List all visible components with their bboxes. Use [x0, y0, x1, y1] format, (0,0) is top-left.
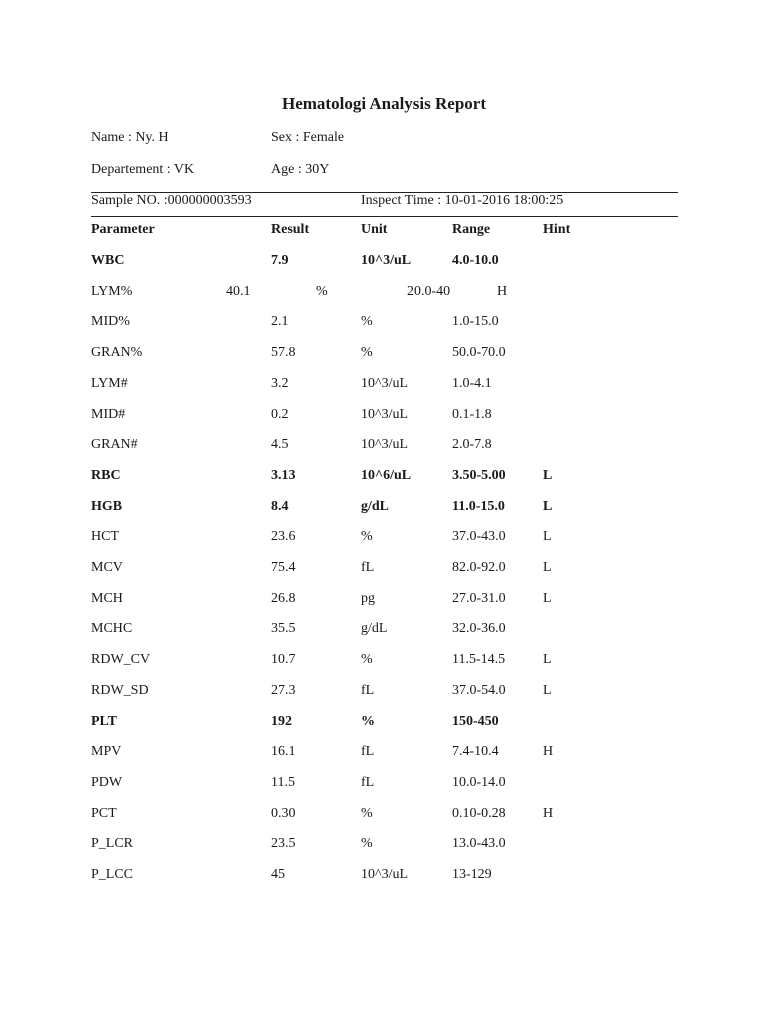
cell-parameter: MPV — [91, 744, 122, 759]
cell-parameter: P_LCR — [91, 836, 134, 851]
header-unit: Unit — [361, 222, 388, 237]
cell-result: 3.2 — [271, 376, 289, 391]
table-row — [0, 806, 768, 826]
table-row — [0, 284, 768, 304]
cell-hint: L — [543, 652, 552, 667]
cell-unit: g/dL — [361, 499, 390, 514]
cell-parameter: LYM% — [91, 284, 133, 299]
cell-hint: H — [543, 806, 554, 821]
cell-parameter: HGB — [91, 499, 123, 514]
cell-range: 3.50-5.00 — [452, 468, 506, 483]
cell-result: 10.7 — [271, 652, 296, 667]
cell-range: 7.4-10.4 — [452, 744, 499, 759]
cell-unit: 10^3/uL — [361, 867, 409, 882]
cell-unit: 10^6/uL — [361, 468, 412, 483]
cell-parameter: PLT — [91, 714, 117, 729]
cell-parameter: GRAN% — [91, 345, 143, 360]
cell-range: 20.0-40 — [407, 284, 451, 299]
cell-result: 4.5 — [271, 437, 289, 452]
cell-result: 192 — [271, 714, 292, 729]
cell-unit: fL — [361, 775, 375, 790]
patient-sex: Sex : Female — [271, 130, 345, 145]
cell-result: 27.3 — [271, 683, 296, 698]
header-hint: Hint — [543, 222, 571, 237]
cell-range: 11.5-14.5 — [452, 652, 506, 667]
cell-range: 2.0-7.8 — [452, 437, 492, 452]
cell-range: 1.0-4.1 — [452, 376, 492, 391]
cell-parameter: MID# — [91, 407, 126, 422]
table-row — [0, 744, 768, 764]
cell-unit: % — [361, 714, 375, 729]
cell-result: 8.4 — [271, 499, 289, 514]
table-row — [0, 652, 768, 672]
patient-age: Age : 30Y — [271, 162, 330, 177]
cell-unit: g/dL — [361, 621, 388, 636]
cell-unit: 10^3/uL — [361, 407, 409, 422]
cell-hint: L — [543, 468, 553, 483]
cell-range: 4.0-10.0 — [452, 253, 499, 268]
cell-result: 57.8 — [271, 345, 296, 360]
cell-unit: fL — [361, 744, 375, 759]
table-row — [0, 714, 768, 734]
cell-range: 27.0-31.0 — [452, 591, 506, 606]
report-title: Hematologi Analysis Report — [282, 94, 486, 113]
table-row — [0, 529, 768, 549]
cell-unit: % — [361, 314, 373, 329]
cell-unit: 10^3/uL — [361, 253, 412, 268]
cell-range: 13.0-43.0 — [452, 836, 506, 851]
header-parameter: Parameter — [91, 222, 155, 237]
cell-unit: 10^3/uL — [361, 437, 409, 452]
header-result: Result — [271, 222, 310, 237]
table-row — [0, 683, 768, 703]
table-row — [0, 867, 768, 887]
cell-result: 75.4 — [271, 560, 296, 575]
cell-result: 2.1 — [271, 314, 289, 329]
cell-parameter: RBC — [91, 468, 121, 483]
cell-unit: % — [361, 529, 373, 544]
table-row — [0, 376, 768, 396]
cell-result: 26.8 — [271, 591, 296, 606]
cell-hint: H — [497, 284, 508, 299]
cell-range: 0.10-0.28 — [452, 806, 506, 821]
table-row — [0, 407, 768, 427]
cell-parameter: RDW_SD — [91, 683, 149, 698]
cell-unit: fL — [361, 560, 375, 575]
cell-unit: % — [361, 345, 373, 360]
cell-range: 50.0-70.0 — [452, 345, 506, 360]
cell-result: 16.1 — [271, 744, 296, 759]
cell-parameter: HCT — [91, 529, 119, 544]
cell-result: 11.5 — [271, 775, 295, 790]
table-header — [0, 222, 768, 242]
cell-range: 32.0-36.0 — [452, 621, 506, 636]
cell-unit: % — [316, 284, 328, 299]
table-row — [0, 468, 768, 488]
cell-parameter: PCT — [91, 806, 117, 821]
cell-range: 1.0-15.0 — [452, 314, 499, 329]
cell-parameter: PDW — [91, 775, 123, 790]
cell-unit: 10^3/uL — [361, 376, 409, 391]
header-range: Range — [452, 222, 491, 237]
cell-result: 23.6 — [271, 529, 296, 544]
cell-range: 37.0-43.0 — [452, 529, 506, 544]
cell-result: 23.5 — [271, 836, 296, 851]
table-row — [0, 836, 768, 856]
table-row — [0, 437, 768, 457]
cell-unit: % — [361, 652, 373, 667]
cell-result: 40.1 — [226, 284, 251, 299]
cell-hint: L — [543, 683, 552, 698]
table-row — [0, 253, 768, 273]
cell-parameter: WBC — [91, 253, 125, 268]
cell-result: 0.2 — [271, 407, 289, 422]
cell-result: 0.30 — [271, 806, 296, 821]
inspect-time: Inspect Time : 10-01-2016 18:00:25 — [361, 193, 564, 208]
cell-range: 82.0-92.0 — [452, 560, 506, 575]
department: Departement : VK — [91, 162, 195, 177]
cell-hint: H — [543, 744, 554, 759]
cell-parameter: MID% — [91, 314, 130, 329]
cell-unit: pg — [361, 591, 375, 606]
cell-range: 13-129 — [452, 867, 492, 882]
cell-parameter: MCHC — [91, 621, 133, 636]
cell-hint: L — [543, 591, 552, 606]
table-row — [0, 314, 768, 334]
cell-result: 7.9 — [271, 253, 289, 268]
cell-range: 10.0-14.0 — [452, 775, 506, 790]
table-row — [0, 591, 768, 611]
cell-parameter: P_LCC — [91, 867, 134, 882]
cell-parameter: MCH — [91, 591, 123, 606]
cell-unit: % — [361, 806, 373, 821]
table-row — [0, 345, 768, 365]
cell-parameter: RDW_CV — [91, 652, 151, 667]
cell-hint: L — [543, 560, 552, 575]
table-row — [0, 499, 768, 519]
divider-bottom — [91, 216, 678, 217]
cell-result: 35.5 — [271, 621, 296, 636]
cell-parameter: GRAN# — [91, 437, 138, 452]
cell-parameter: MCV — [91, 560, 123, 575]
table-row — [0, 560, 768, 580]
sample-number: Sample NO. :000000003593 — [91, 193, 252, 208]
cell-hint: L — [543, 529, 552, 544]
cell-result: 3.13 — [271, 468, 296, 483]
cell-parameter: LYM# — [91, 376, 128, 391]
cell-range: 37.0-54.0 — [452, 683, 506, 698]
table-row — [0, 775, 768, 795]
cell-range: 0.1-1.8 — [452, 407, 492, 422]
cell-range: 150-450 — [452, 714, 499, 729]
table-row — [0, 621, 768, 641]
cell-range: 11.0-15.0 — [452, 499, 505, 514]
cell-unit: fL — [361, 683, 375, 698]
cell-result: 45 — [271, 867, 285, 882]
patient-name: Name : Ny. H — [91, 130, 169, 145]
cell-unit: % — [361, 836, 373, 851]
cell-hint: L — [543, 499, 553, 514]
